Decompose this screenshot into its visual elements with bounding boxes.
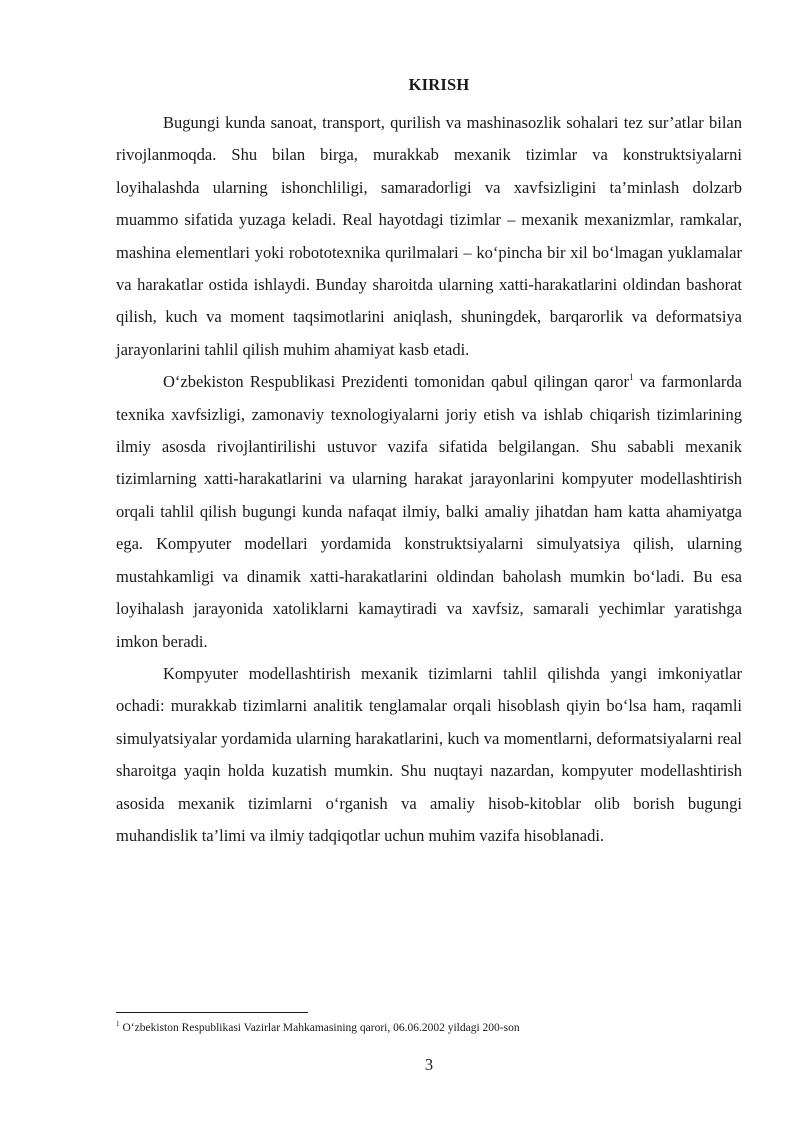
section-heading: KIRISH — [408, 75, 470, 94]
footnote-mark: 1 — [116, 1020, 120, 1029]
page-number: 3 — [424, 1055, 434, 1074]
paragraph-2-text-start: O‘zbekiston Respublikasi Prezidenti tomonidan qabul qilingan qaror — [163, 372, 629, 392]
paragraph-3 — [116, 658, 742, 852]
footnote-reference[interactable]: 1 — [628, 371, 634, 382]
paragraph-3-text: Kompyuter modellashtirish mexanik tizimlarni tahlil qilishda yangi imkoniyatlar ochadi: murakkab tizimlarni analitik tenglamalar orqali hisoblash qiyin bo‘lsa ham, raqamli simulyatsiyalar yordamida ularning harakatlarini, kuch va momentlarni, deformatsiyalarni real sharoitga yaqin holda kuzatish mumkin. Shu nuqtayi nazardan, kompyuter modellashtirish asosida mexanik tizimlarni o‘rganish va amaliy hisob-kitoblar olib borish bugungi muhandislik ta’limi va ilmiy tadqiqotlar uchun muhim vazifa hisoblanadi. — [116, 663, 742, 845]
paragraph-1 — [116, 107, 742, 366]
paragraph-2-text-end: va farmonlarda texnika xavfsizligi, zamonaviy texnologiyalarni joriy etish va ishlab chiqarish tizimlarining ilmiy asosda rivojlantirilishi ustuvor vazifa sifatida belgilangan. Shu sababli mexanik tizimlarning xatti-harakatlarini va ularning harakat jarayonlarini kompyuter modellashtirish orqali tahlil qilish bugungi kunda nafaqat ilmiy, balki amaliy jihatdan ham katta ahamiyatga ega. Kompyuter modellari yordamida konstruktsiyalarni simulyatsiya qilish, ularning mustahkamligi va dinamik xatti-harakatlarini oldindan baholash mumkin bo‘ladi. Bu esa loyihalash jarayonida xatoliklarni kamaytiradi va xavfsiz, samarali yechimlar yaratishga imkon beradi. — [116, 372, 742, 651]
footnote — [116, 1021, 756, 1035]
footnote-text: O‘zbekiston Respublikasi Vazirlar Mahkamasining qarori, 06.06.2002 yildagi 200-son — [122, 1022, 520, 1034]
footnote-separator — [116, 1012, 308, 1013]
paragraph-2 — [116, 366, 742, 658]
body-text — [116, 107, 742, 852]
paragraph-1-text: Bugungi kunda sanoat, transport, qurilish va mashinasozlik sohalari tez sur’atlar bilan rivojlanmoqda. Shu bilan birga, murakkab mexanik tizimlar va konstruktsiyalarni loyihalashda ularning ishonchliligi, samaradorligi va xavfsizligini ta’minlash dolzarb muammo sifatida yuzaga keladi. Real hayotdagi tizimlar – mexanik mexanizmlar, ramkalar, mashina elementlari yoki robototexnika qurilmalari – ko‘pincha bir xil bo‘lmagan yuklamalar va harakatlar ostida ishlaydi. Bunday sharoitda ularning xatti-harakatlarini oldindan bashorat qilish, kuch va moment taqsimotlarini aniqlash, shuningdek, barqarorlik va deformatsiya jarayonlarini tahlil qilish muhim ahamiyat kasb etadi. — [116, 113, 742, 359]
